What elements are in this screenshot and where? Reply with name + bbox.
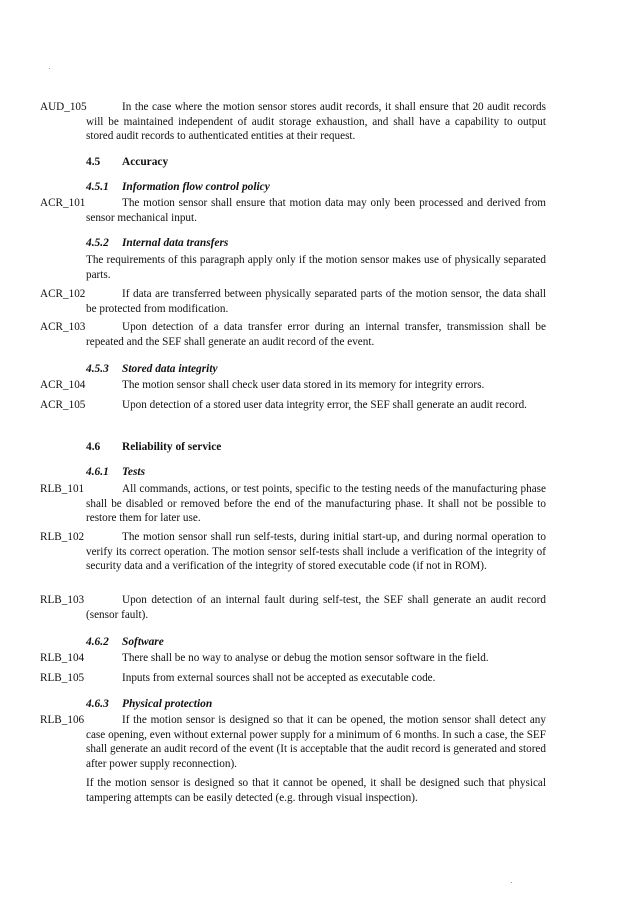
subsection-title: Tests <box>122 466 145 478</box>
section-title: Reliability of service <box>122 441 222 453</box>
subsection-title: Information flow control policy <box>122 181 270 193</box>
requirement-code: AUD_105 <box>40 101 87 113</box>
requirement-text: Upon detection of a stored user data integrity error, the SEF shall generate an audit record. <box>122 399 527 411</box>
requirement-acr-103 <box>40 320 546 349</box>
requirement-code: RLB_106 <box>40 714 85 726</box>
subsection-heading-4-5-3 <box>86 362 218 376</box>
requirement-code: RLB_105 <box>40 672 85 684</box>
requirement-code: RLB_101 <box>40 483 85 495</box>
subsection-number: 4.6.1 <box>86 466 109 478</box>
requirement-text: Inputs from external sources shall not be accepted as executable code. <box>122 672 436 684</box>
subsection-heading-4-6-2 <box>86 635 164 649</box>
subsection-title: Internal data transfers <box>122 237 229 249</box>
requirement-text: If data are transferred between physically separated parts of the motion sensor, the data shall be protected from modification. <box>86 288 546 315</box>
subsection-title: Physical protection <box>122 698 213 710</box>
requirement-rlb-106 <box>40 713 546 771</box>
section-title: Accuracy <box>122 156 169 168</box>
requirement-code: ACR_102 <box>40 288 86 300</box>
subsection-number: 4.5.1 <box>86 181 109 193</box>
scan-speck <box>49 68 50 69</box>
requirement-rlb-104 <box>40 651 546 666</box>
requirement-text: All commands, actions, or test points, specific to the testing needs of the manufacturing phase shall be disabled or removed before the end of the manufacturing phase. It shall not be possible to restore them for later use. <box>86 483 546 525</box>
requirement-text: The motion sensor shall run self-tests, during initial start-up, and during normal operation to verify its correct operation. The motion sensor self-tests shall include a verification of the integrity of security data and a verification of the integrity of stored executable code (if not in ROM). <box>86 531 546 573</box>
subsection-heading-4-6-3 <box>86 697 212 711</box>
requirement-rlb-101 <box>40 482 546 526</box>
scan-speck <box>511 882 512 883</box>
subsection-heading-4-5-2 <box>86 236 228 250</box>
subsection-title: Stored data integrity <box>122 363 218 375</box>
requirement-acr-101 <box>40 196 546 225</box>
requirement-code: RLB_104 <box>40 652 85 664</box>
requirement-acr-104 <box>40 378 546 393</box>
requirement-acr-102 <box>40 287 546 316</box>
subsection-heading-4-6-1 <box>86 465 145 479</box>
requirement-aud-105 <box>40 100 546 144</box>
requirement-code: RLB_103 <box>40 594 85 606</box>
requirement-text: In the case where the motion sensor stores audit records, it shall ensure that 20 audit records will be maintained independent of audit storage exhaustion, and shall have a capability to output stored audit records to authenticated entities at their request. <box>86 101 546 143</box>
requirement-code: RLB_102 <box>40 531 85 543</box>
section-heading-4-5 <box>86 155 168 169</box>
subsection-heading-4-5-1 <box>86 180 270 194</box>
paragraph-internal-transfers: The requirements of this paragraph apply only if the motion sensor makes use of physically separated parts. <box>86 254 546 281</box>
requirement-text: Upon detection of a data transfer error during an internal transfer, transmission shall be repeated and the SEF shall generate an audit record of the event. <box>86 321 546 348</box>
subsection-number: 4.6.2 <box>86 636 109 648</box>
requirement-code: ACR_104 <box>40 379 86 391</box>
requirement-text: The motion sensor shall ensure that motion data may only been processed and derived from sensor mechanical input. <box>86 197 546 224</box>
requirement-code: ACR_101 <box>40 197 86 209</box>
section-number: 4.6 <box>86 441 101 453</box>
subsection-number: 4.6.3 <box>86 698 109 710</box>
requirement-text: There shall be no way to analyse or debug the motion sensor software in the field. <box>122 652 489 664</box>
requirement-acr-105 <box>40 398 546 413</box>
subsection-title: Software <box>122 636 164 648</box>
requirement-rlb-105 <box>40 671 546 686</box>
requirement-rlb-103 <box>40 593 546 622</box>
requirement-code: ACR_103 <box>40 321 86 333</box>
requirement-text: The motion sensor shall check user data stored in its memory for integrity errors. <box>122 379 485 391</box>
requirement-text: Upon detection of an internal fault during self-test, the SEF shall generate an audit record (sensor fault). <box>86 594 546 621</box>
requirement-rlb-102 <box>40 530 546 574</box>
requirement-code: ACR_105 <box>40 399 86 411</box>
subsection-number: 4.5.2 <box>86 237 109 249</box>
section-heading-4-6 <box>86 440 221 454</box>
paragraph-physical-protection: If the motion sensor is designed so that it cannot be opened, it shall be designed such that physical tampering attempts can be easily detected (e.g. through visual inspection). <box>86 777 546 804</box>
subsection-number: 4.5.3 <box>86 363 109 375</box>
section-number: 4.5 <box>86 156 101 168</box>
requirement-text: If the motion sensor is designed so that it can be opened, the motion sensor shall detect any case opening, even without external power supply for a minimum of 6 months. In such a case, the SEF shall generate an audit record of the event (It is acceptable that the audit record is generated and stored after power supply reconnection). <box>86 714 546 770</box>
